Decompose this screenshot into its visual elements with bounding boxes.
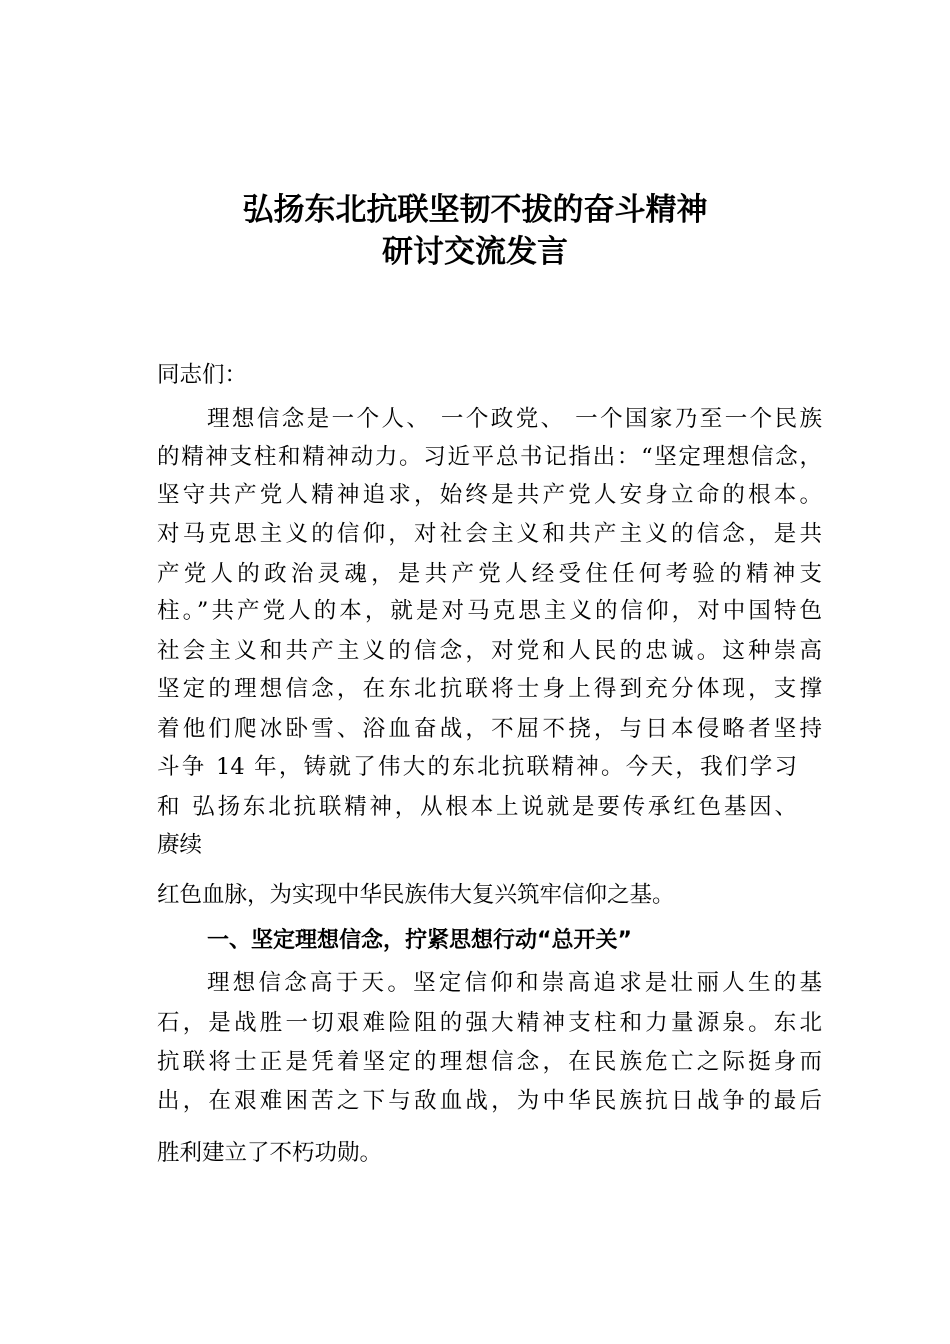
paragraph-line: 产党人的政治灵魂，是共产党人经受住任何考验的精神支 [157, 561, 822, 587]
paragraph-line: 柱。”共产党人的本，就是对马克思主义的信仰，对中国特色 [157, 598, 822, 624]
paragraph-line: 和 弘扬东北抗联精神，从根本上说就是要传承红色基因、 [157, 794, 797, 820]
title-line-1: 弘扬东北抗联坚韧不拔的奋斗精神 [242, 192, 708, 228]
paragraph-line: 坚守共产党人精神追求，始终是共产党人安身立命的根本。 [157, 482, 822, 508]
title-line-2: 研讨交流发言 [382, 234, 568, 270]
paragraph-line: 社会主义和共产主义的信念，对党和人民的忠诚。这种崇高 [157, 638, 822, 664]
paragraph-line: 理想信念是一个人、 一个政党、 一个国家乃至一个民族 [207, 406, 822, 432]
paragraph-line: 抗联将士正是凭着坚定的理想信念，在民族危亡之际挺身而 [157, 1049, 822, 1075]
paragraph-line: 对马克思主义的信仰，对社会主义和共产主义的信念，是共 [157, 521, 822, 547]
section-heading: 一、坚定理想信念，拧紧思想行动“总开关” [207, 928, 632, 953]
paragraph-line: 斗争 14 年，铸就了伟大的东北抗联精神。今天，我们学习 [157, 754, 797, 780]
salutation: 同志们： [157, 362, 248, 388]
paragraph-line: 的精神支柱和精神动力。习近平总书记指出：“坚定理想信念， [157, 444, 822, 470]
paragraph-line: 石，是战胜一切艰难险阻的强大精神支柱和力量源泉。东北 [157, 1010, 822, 1036]
paragraph-line: 红色血脉，为实现中华民族伟大复兴筑牢信仰之基。 [157, 882, 675, 908]
paragraph-line: 赓续 [157, 832, 203, 858]
paragraph-line: 出，在艰难困苦之下与敌血战，为中华民族抗日战争的最后 [157, 1088, 822, 1114]
paragraph-line: 坚定的理想信念，在东北抗联将士身上得到充分体现，支撑 [157, 676, 822, 702]
paragraph-line: 着他们爬冰卧雪、浴血奋战，不屈不挠，与日本侵略者坚持 [157, 716, 822, 742]
paragraph-line: 理想信念高于天。坚定信仰和崇高追求是壮丽人生的基 [207, 970, 822, 996]
paragraph-line: 胜利建立了不朽功勋。 [157, 1140, 383, 1166]
